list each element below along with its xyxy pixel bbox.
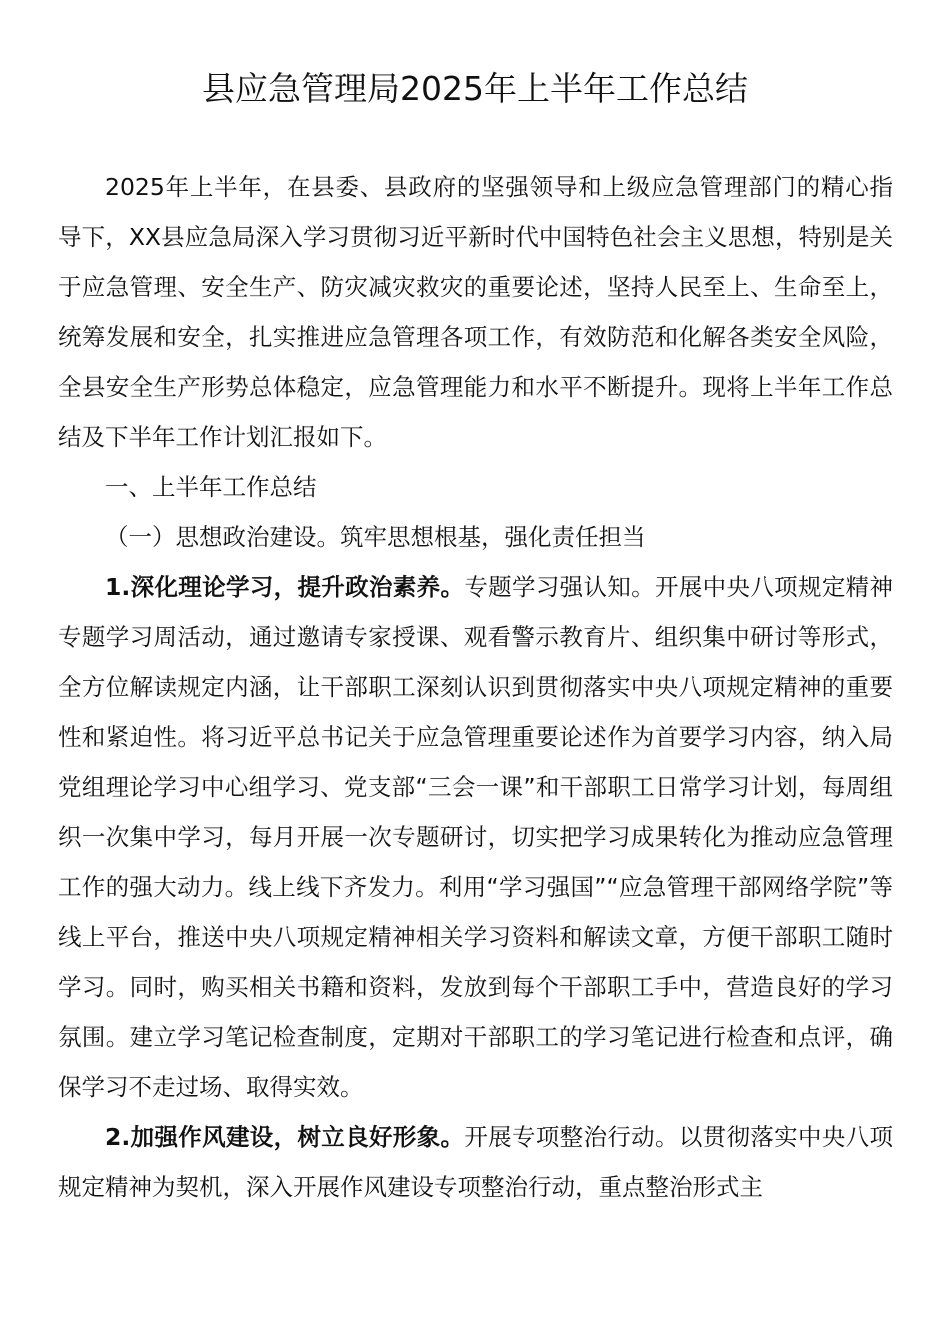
item-2-paragraph	[58, 1112, 893, 1212]
intro-paragraph: 2025年上半年，在县委、县政府的坚强领导和上级应急管理部门的精心指导下，XX县应急局深入学习贯彻习近平新时代中国特色社会主义思想，特别是关于应急管理、安全生产、防灾减灾救灾的重要论述，坚持人民至上、生命至上，统筹发展和安全，扎实推进应急管理各项工作，有效防范和化解各类安全风险，全县安全生产形势总体稳定，应急管理能力和水平不断提升。现将上半年工作总结及下半年工作计划汇报如下。	[58, 173, 893, 451]
section-heading: 一、上半年工作总结	[105, 473, 317, 501]
item-1-heading: 1.深化理论学习，提升政治素养。	[105, 573, 465, 601]
item-1-paragraph	[58, 562, 893, 1112]
item-2-heading: 2.加强作风建设，树立良好形象。	[105, 1123, 465, 1151]
document-body	[58, 162, 893, 1212]
item-2-text: 开展专项整治行动。以贯彻落实中央八项规定精神为契机，深入开展作风建设专项整治行动，重点整治形式主	[58, 1123, 894, 1201]
item-1-text: 专题学习强认知。开展中央八项规定精神专题学习周活动，通过邀请专家授课、观看警示教育片、组织集中研讨等形式，全方位解读规定内涵，让干部职工深刻认识到贯彻落实中央八项规定精神的重要性和紧迫性。将习近平总书记关于应急管理重要论述作为首要学习内容，纳入局党组理论学习中心组学习、党支部“三会一课”和干部职工日常学习计划，每周组织一次集中学习，每月开展一次专题研讨，切实把学习成果转化为推动应急管理工作的强大动力。线上线下齐发力。利用“学习强国”“应急管理干部网络学院”等线上平台，推送中央八项规定精神相关学习资料和解读文章，方便干部职工随时学习。同时，购买相关书籍和资料，发放到每个干部职工手中，营造良好的学习氛围。建立学习笔记检查制度，定期对干部职工的学习笔记进行检查和点评，确保学习不走过场、取得实效。	[58, 573, 894, 1101]
document-title: 县应急管理局2025年上半年工作总结	[202, 69, 748, 108]
subsection-heading: （一）思想政治建设。筑牢思想根基，强化责任担当	[105, 523, 646, 551]
